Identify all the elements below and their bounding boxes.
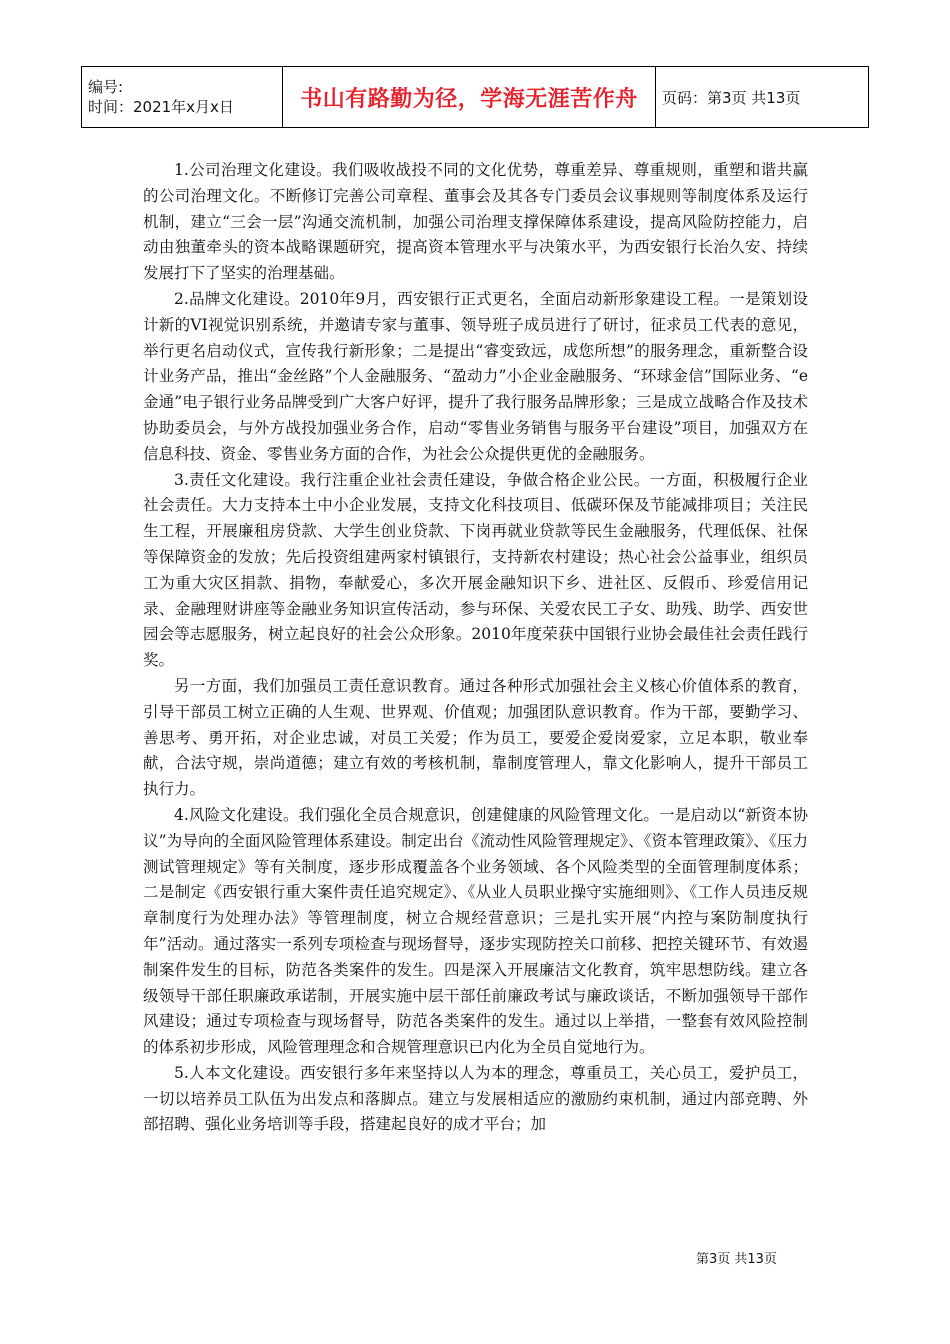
header-page-number: 页码：第3页 共13页 [656,67,869,128]
paragraph-responsibility-culture: 3.责任文化建设。我行注重企业社会责任建设，争做合格企业公民。一方面，积极履行企业社会责任。大力支持本土中小企业发展，支持文化科技项目、低碳环保及节能减排项目；关注民生工程，开展廉租房贷款、大学生创业贷款、下岗再就业贷款等民生金融服务，代理低保、社保等保障资金的发放；先后投资组建两家村镇银行，支持新农村建设；热心社会公益事业，组织员工为重大灾区捐款、捐物，奉献爱心，多次开展金融知识下乡、进社区、反假币、珍爱信用记录、金融理财讲座等金融业务知识宣传活动，参与环保、关爱农民工子女、助残、助学、西安世园会等志愿服务，树立起良好的社会公众形象。2010年度荣获中国银行业协会最佳社会责任践行奖。 [143,470,808,670]
header-motto: 书山有路勤为径，学海无涯苦作舟 [283,67,656,128]
paragraph-people-culture: 5.人本文化建设。西安银行多年来坚持以人为本的理念，尊重员工，关心员工，爱护员工，一切以培养员工队伍为出发点和落脚点。建立与发展相适应的激励约束机制，通过内部竞聘、外部招聘、强化业务培训等手段，搭建起良好的成才平台；加 [143,1063,808,1134]
page-footer-number: 第3页 共13页 [696,1252,777,1267]
page-header [81,66,869,128]
paragraph-brand-culture: 2.品牌文化建设。2010年9月，西安银行正式更名，全面启动新形象建设工程。一是策划设计新的VI视觉识别系统，并邀请专家与董事、领导班子成员进行了研讨，征求员工代表的意见，举行更名启动仪式，宣传我行新形象；二是提出“睿变致远，成您所想”的服务理念，重新整合设计业务产品，推出“金丝路”个人金融服务、“盈动力”小企业金融服务、“环球金信”国际业务、“e金通”电子银行业务品牌受到广大客户好评，提升了我行服务品牌形象；三是成立战略合作及技术协助委员会，与外方战投加强业务合作，启动“零售业务销售与服务平台建设”项目，加强双方在信息科技、资金、零售业务方面的合作，为社会公众提供更优的金融服务。 [143,289,808,463]
paragraph-risk-culture: 4.风险文化建设。我们强化全员合规意识，创建健康的风险管理文化。一是启动以“新资本协议”为导向的全面风险管理体系建设。制定出台《流动性风险管理规定》、《资本管理政策》、《压力测试管理规定》等有关制度，逐步形成覆盖各个业务领域、各个风险类型的全面管理制度体系；二是制定《西安银行重大案件责任追究规定》、《从业人员职业操守实施细则》、《工作人员违反规章制度行为处理办法》等管理制度，树立合规经营意识；三是扎实开展“内控与案防制度执行年”活动。通过落实一系列专项检查与现场督导，逐步实现防控关口前移、把控关键环节、有效遏制案件发生的目标，防范各类案件的发生。四是深入开展廉洁文化教育，筑牢思想防线。建立各级领导干部任职廉政承诺制，开展实施中层干部任前廉政考试与廉政谈话，不断加强领导干部作风建设；通过专项检查与现场督导，防范各类案件的发生。通过以上举措，一整套有效风险控制的体系初步形成，风险管理理念和合规管理意识已内化为全员自觉地行为。 [143,805,808,1057]
header-meta-cell [82,67,283,128]
document-body [143,158,808,1138]
paragraph-corporate-governance: 1.公司治理文化建设。我们吸收战投不同的文化优势，尊重差异、尊重规则，重塑和谐共赢的公司治理文化。不断修订完善公司章程、董事会及其各专门委员会议事规则等制度体系及运行机制，建立“三会一层”沟通交流机制，加强公司治理支撑保障体系建设，提高风险防控能力，启动由独董牵头的资本战略课题研究，提高资本管理水平与决策水平，为西安银行长治久安、持续发展打下了坚实的治理基础。 [143,161,808,283]
paragraph-employee-responsibility: 另一方面，我们加强员工责任意识教育。通过各种形式加强社会主义核心价值体系的教育，引导干部员工树立正确的人生观、世界观、价值观；加强团队意识教育。作为干部，要勤学习、善思考、勇开拓，对企业忠诚，对员工关爱；作为员工，要爱企爱岗爱家，立足本职，敬业奉献，合法守规，崇尚道德；建立有效的考核机制，靠制度管理人，靠文化影响人，提升干部员工执行力。 [143,676,808,799]
doc-number-label: 编号: [88,78,124,96]
doc-time-label: 时间：2021年x月x日 [88,98,234,116]
